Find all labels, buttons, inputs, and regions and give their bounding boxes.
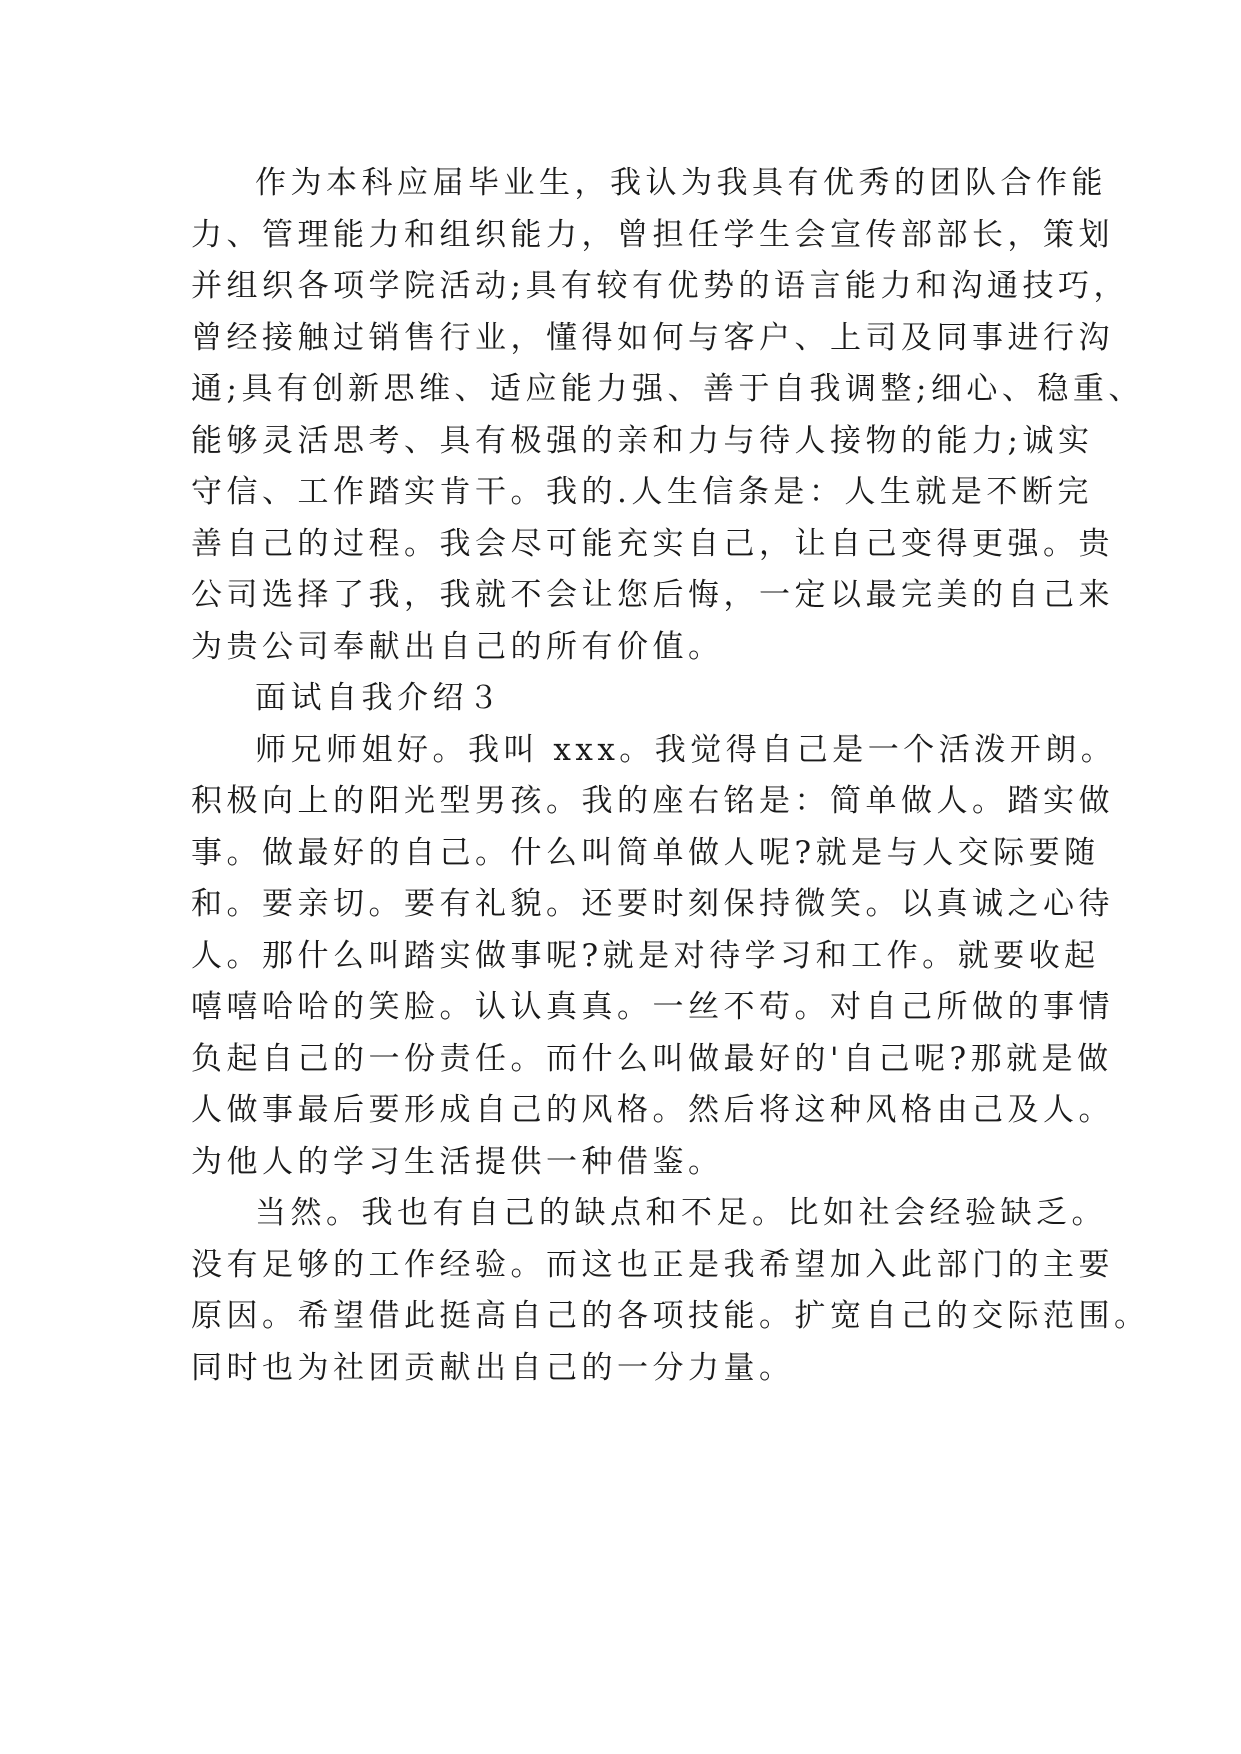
paragraph-2 <box>191 725 1117 1189</box>
text-line: 同时也为社团贡献出自己的一分力量。 <box>191 1349 795 1386</box>
text-line: 和。要亲切。要有礼貌。还要时刻保持微笑。以真诚之心待 <box>191 886 1114 922</box>
text-line: 守信、工作踏实肯干。我的.人生信条是：人生就是不断完 <box>191 474 1093 510</box>
text-line: 没有足够的工作经验。而这也正是我希望加入此部门的主要 <box>191 1246 1114 1283</box>
text-line: 师兄师姐好。我叫 xxx。我觉得自己是一个活泼开朗。 <box>255 731 1117 768</box>
text-line: 作为本科应届毕业生，我认为我具有优秀的团队合作能 <box>255 165 1107 201</box>
heading-text: 面试自我介绍３ <box>255 680 504 716</box>
text-line: 人做事最后要形成自己的风格。然后将这种风格由己及人。 <box>191 1092 1114 1128</box>
text-line: 人。那什么叫踏实做事呢?就是对待学习和工作。就要收起 <box>191 937 1100 974</box>
text-line: 公司选择了我，我就不会让您后悔，一定以最完美的自己来 <box>191 577 1114 613</box>
text-line: 通;具有创新思维、适应能力强、善于自我调整;细心、稳重、 <box>191 371 1144 407</box>
text-line: 为贵公司奉献出自己的所有价值。 <box>191 628 724 665</box>
paragraph-1 <box>191 158 1144 673</box>
text-line: 并组织各项学院活动;具有较有优势的语言能力和沟通技巧， <box>191 268 1129 304</box>
text-line: 负起自己的一份责任。而什么叫做最好的'自己呢?那就是做 <box>191 1040 1113 1077</box>
text-line: 嘻嘻哈哈的笑脸。认认真真。一丝不苟。对自己所做的事情 <box>191 989 1114 1025</box>
text-line: 事。做最好的自己。什么叫简单做人呢?就是与人交际要随 <box>191 834 1100 871</box>
document-body <box>191 158 1150 1394</box>
text-line: 曾经接触过销售行业，懂得如何与客户、上司及同事进行沟 <box>191 319 1114 356</box>
text-line: 力、管理能力和组织能力，曾担任学生会宣传部部长，策划 <box>191 216 1114 253</box>
text-line: 为他人的学习生活提供一种借鉴。 <box>191 1143 724 1180</box>
paragraph-3 <box>191 1188 1150 1394</box>
text-line: 原因。希望借此挺高自己的各项技能。扩宽自己的交际范围。 <box>191 1298 1150 1334</box>
section-heading <box>191 673 1071 725</box>
text-line: 当然。我也有自己的缺点和不足。比如社会经验缺乏。 <box>255 1195 1107 1231</box>
text-line: 积极向上的阳光型男孩。我的座右铭是：简单做人。踏实做 <box>191 783 1114 819</box>
text-line: 能够灵活思考、具有极强的亲和力与待人接物的能力;诚实 <box>191 422 1094 459</box>
text-line: 善自己的过程。我会尽可能充实自己，让自己变得更强。贵 <box>191 525 1114 562</box>
